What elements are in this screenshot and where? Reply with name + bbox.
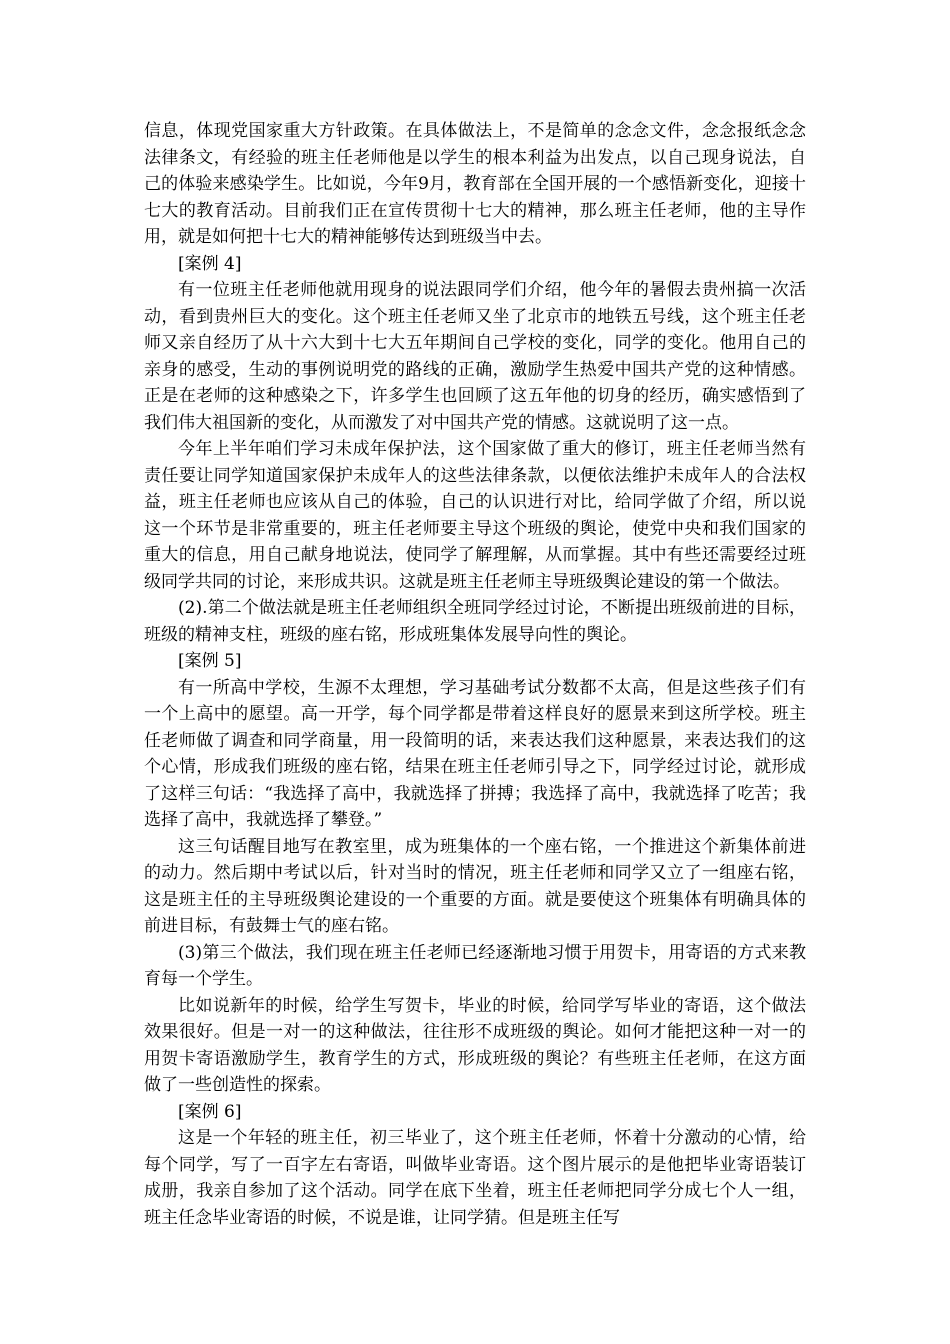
paragraph-intro: 信息，体现党国家重大方针政策。在具体做法上，不是简单的念念文件，念念报纸念念法律条文，有经验的班主任老师他是以学生的根本利益为出发点，以自己现身说法，自己的体验来感染学生。比如说，今年9月，教育部在全国开展的一个感悟新变化，迎接十七大的教育活动。目前我们正在宣传贯彻十七大的精神，那么班主任老师，他的主导作用，就是如何把十七大的精神能够传达到班级当中去。 [144,121,806,247]
paragraph-case-6: 这是一个年轻的班主任，初三毕业了，这个班主任老师，怀着十分激动的心情，给每个同学，写了一百字左右寄语，叫做毕业寄语。这个图片展示的是他把毕业寄语装订成册，我亲自参加了这个活动。同学在底下坐着，班主任老师把同学分成七个人一组，班主任念毕业寄语的时候，不说是谁，让同学猜。但是班主任写 [144,1128,806,1228]
case-heading-5: [案例 5] [178,651,242,671]
paragraph-case-4: 有一位班主任老师他就用现身的说法跟同学们介绍，他今年的暑假去贵州搞一次活动，看到贵州巨大的变化。这个班主任老师又坐了北京市的地铁五号线，这个班主任老师又亲自经历了从十六大到十七大五年期间自己学校的变化，同学的变化。他用自己的亲身的感受，生动的事例说明党的路线的正确，激励学生热爱中国共产党的这种情感。正是在老师的这种感染之下，许多学生也回顾了这五年他的切身的经历，确实感悟到了我们伟大祖国新的变化，从而激发了对中国共产党的情感。这就说明了这一点。 [144,280,806,433]
paragraph-method-2: (2).第二个做法就是班主任老师组织全班同学经过讨论，不断提出班级前进的目标，班级的精神支柱，班级的座右铭，形成班集体发展导向性的舆论。 [144,598,806,645]
document-page [144,118,806,1231]
paragraph-motto: 这三句话醒目地写在教室里，成为班集体的一个座右铭，一个推进这个新集体前进的动力。然后期中考试以后，针对当时的情况，班主任老师和同学又立了一组座右铭，这是班主任的主导班级舆论建设的一个重要的方面。就是要使这个班集体有明确具体的前进目标，有鼓舞士气的座右铭。 [144,836,806,936]
paragraph-minor-protection-law: 今年上半年咱们学习未成年保护法，这个国家做了重大的修订，班主任老师当然有责任要让同学知道国家保护未成年人的这些法律条款，以便依法维护未成年人的合法权益，班主任老师也应该从自己的体验，自己的认识进行对比，给同学做了介绍，所以说这一个环节是非常重要的，班主任老师要主导这个班级的舆论，使党中央和我们国家的重大的信息，用自己献身地说法，使同学了解理解，从而掌握。其中有些还需要经过班级同学共同的讨论，来形成共识。这就是班主任老师主导班级舆论建设的第一个做法。 [144,439,806,592]
case-heading-6: [案例 6] [178,1101,242,1122]
paragraph-case-5: 有一所高中学校，生源不太理想，学习基础考试分数都不太高，但是这些孩子们有一个上高中的愿望。高一开学，每个同学都是带着这样良好的愿景来到这所学校。班主任老师做了调查和同学商量，用一段简明的话，来表达我们这种愿景，来表达我们的这个心情，形成我们班级的座右铭，结果在班主任老师引导之下，同学经过讨论，就形成了这样三句话：“我选择了高中，我就选择了拼搏；我选择了高中，我就选择了吃苦；我选择了高中，我就选择了攀登。” [144,677,806,830]
paragraph-method-3: (3)第三个做法，我们现在班主任老师已经逐渐地习惯于用贺卡，用寄语的方式来教育每一个学生。 [144,942,806,989]
paragraph-greeting-cards: 比如说新年的时候，给学生写贺卡，毕业的时候，给同学写毕业的寄语，这个做法效果很好。但是一对一的这种做法，往往形不成班级的舆论。如何才能把这种一对一的用贺卡寄语激励学生，教育学生的方式，形成班级的舆论？有些班主任老师，在这方面做了一些创造性的探索。 [144,995,806,1095]
case-heading-4: [案例 4] [178,253,242,274]
